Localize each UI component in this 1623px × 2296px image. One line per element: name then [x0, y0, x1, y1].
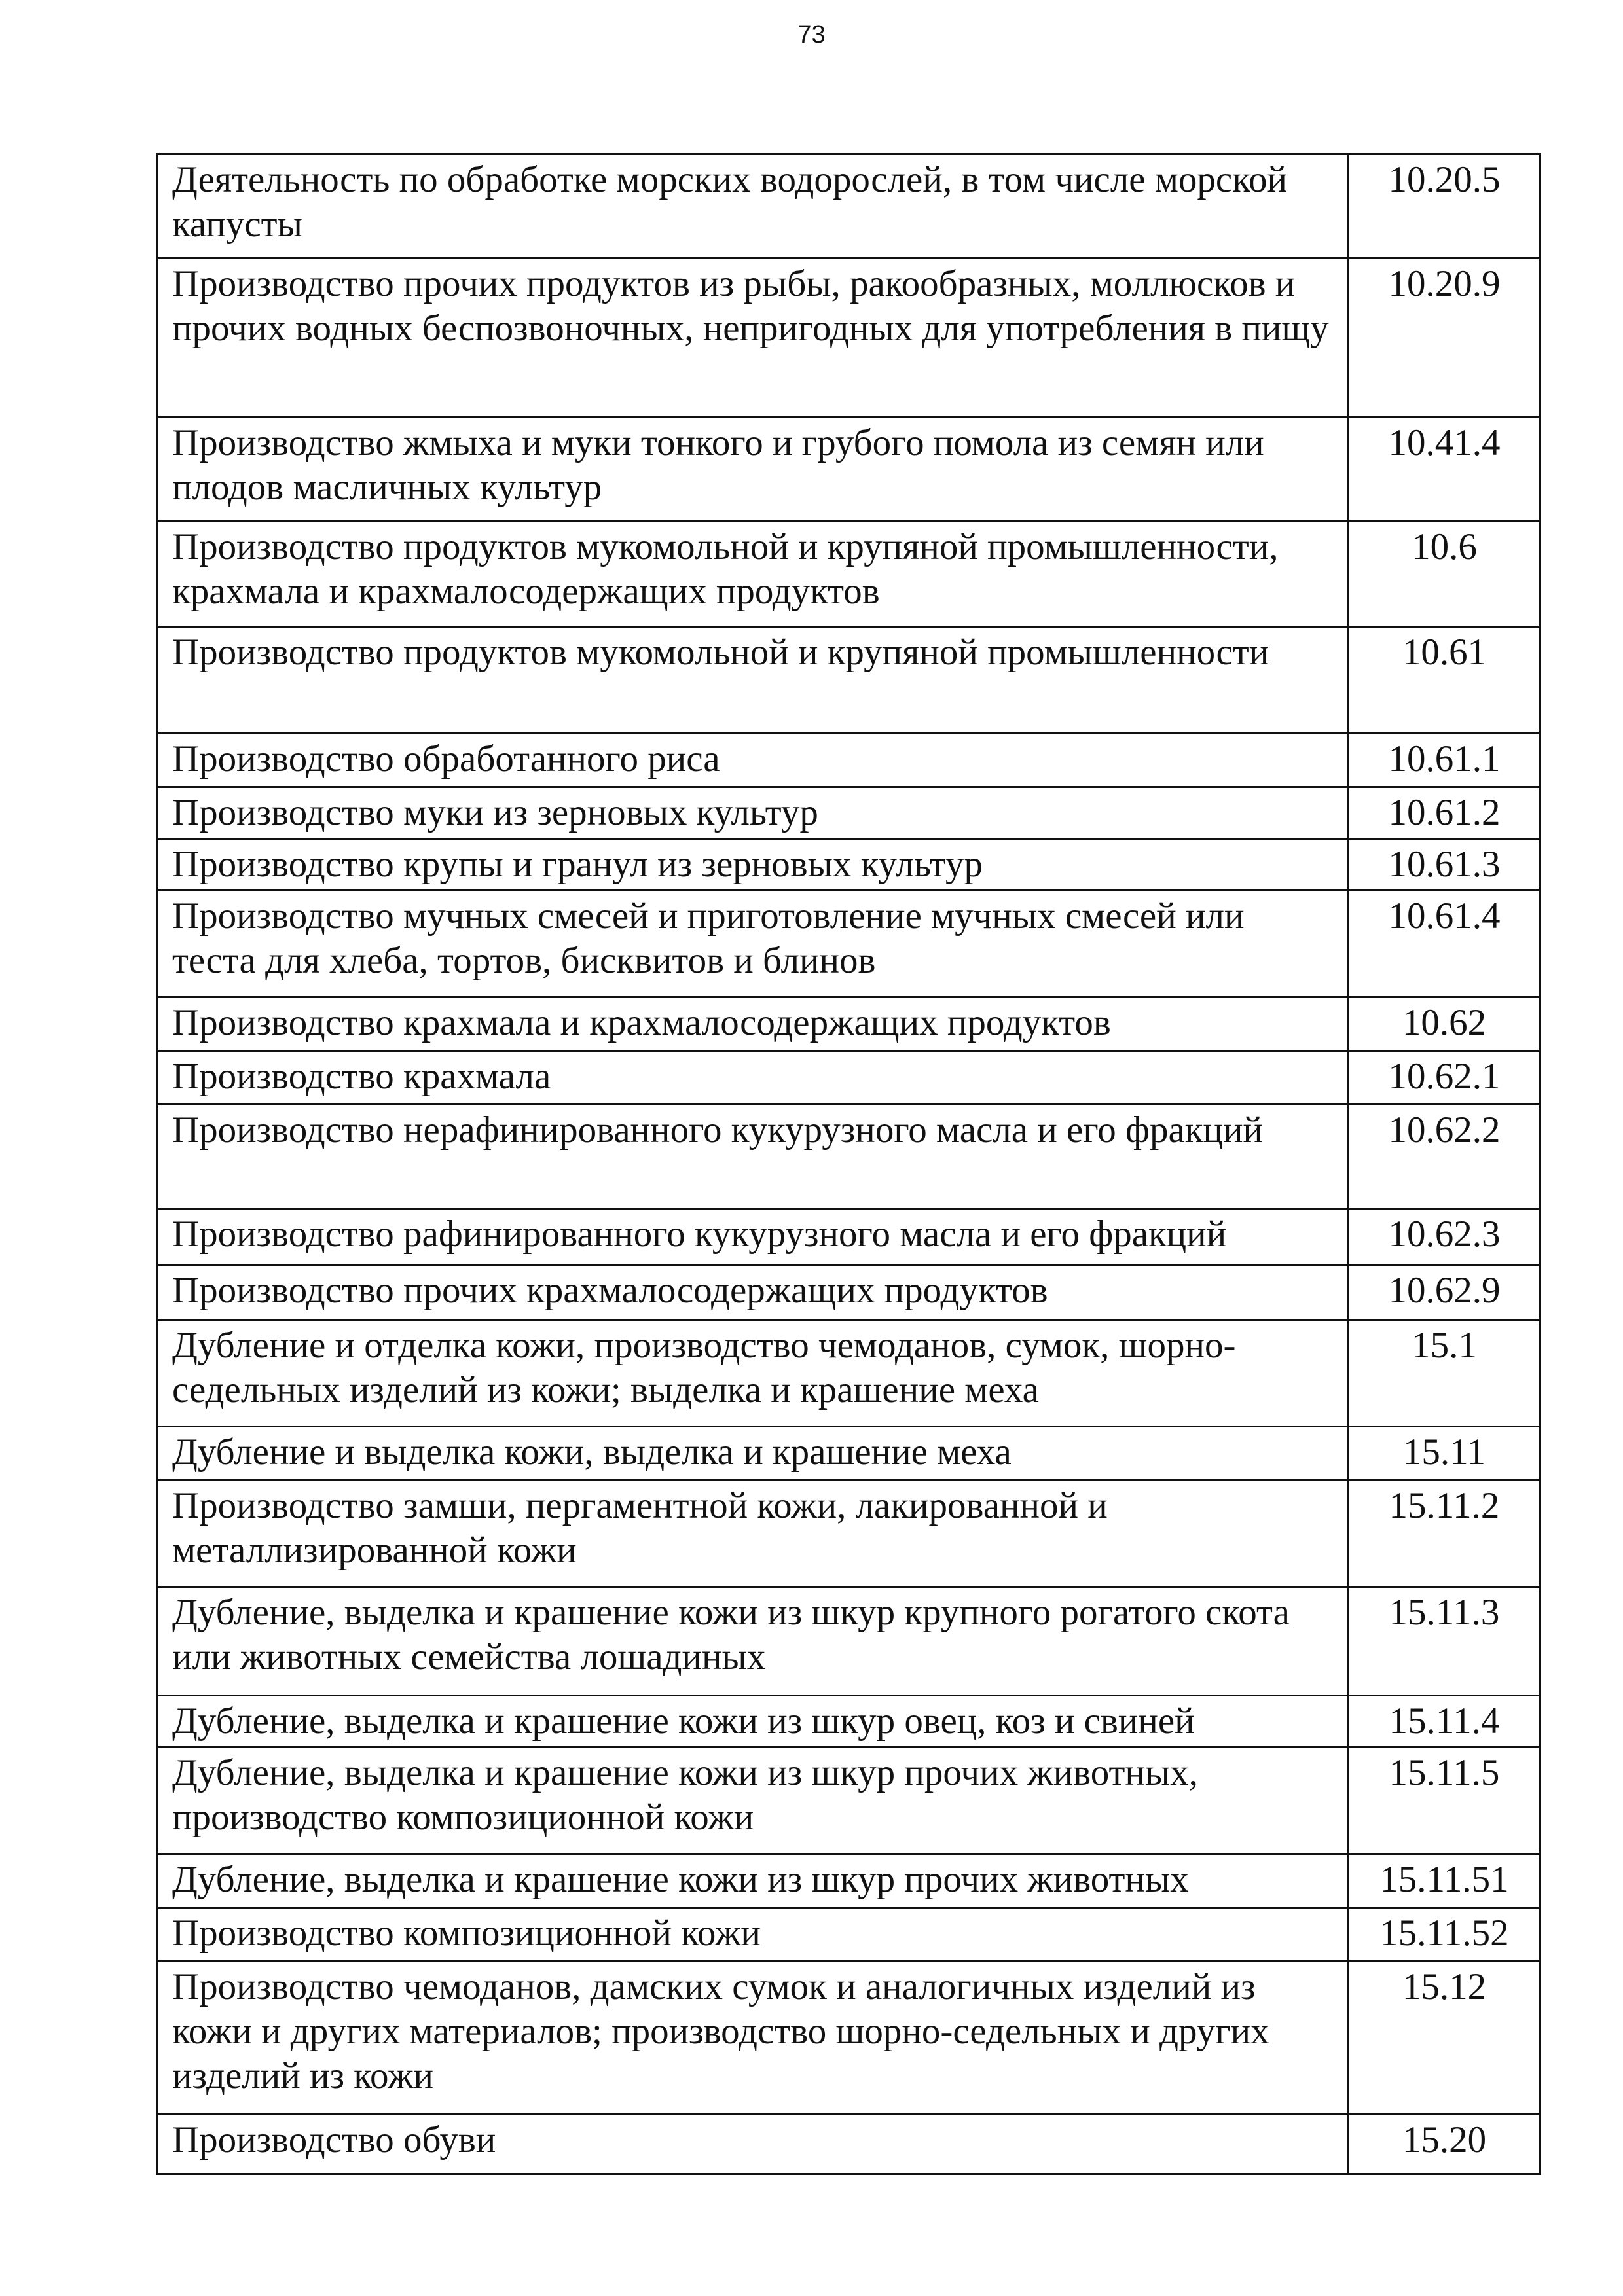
table-row [157, 734, 1541, 787]
table-row [157, 1209, 1541, 1265]
activity-name: Производство прочих продуктов из рыбы, ракообразных, моллюсков и прочих водных беспозвоночных, непригодных для употребления в пищу [157, 259, 1349, 418]
activity-code: 10.62.9 [1349, 1265, 1541, 1320]
table-row [157, 1908, 1541, 1962]
activity-code: 10.6 [1349, 522, 1541, 627]
activity-name: Деятельность по обработке морских водорослей, в том числе морской капусты [157, 154, 1349, 259]
table-row [157, 891, 1541, 997]
activity-code: 15.11.51 [1349, 1854, 1541, 1908]
activity-code: 15.12 [1349, 1962, 1541, 2115]
activity-code: 10.62.2 [1349, 1105, 1541, 1209]
activity-name: Производство жмыха и муки тонкого и грубого помола из семян или плодов масличных культур [157, 418, 1349, 522]
activity-name: Производство замши, пергаментной кожи, лакированной и металлизированной кожи [157, 1480, 1349, 1587]
activity-code: 10.61.4 [1349, 891, 1541, 997]
activity-name: Дубление, выделка и крашение кожи из шкур прочих животных, производство композиционной кожи [157, 1748, 1349, 1854]
activity-name: Производство крупы и гранул из зерновых культур [157, 839, 1349, 891]
activity-name: Производство рафинированного кукурузного масла и его фракций [157, 1209, 1349, 1265]
table-row [157, 154, 1541, 259]
activity-name: Дубление, выделка и крашение кожи из шкур крупного рогатого скота или животных семейства лошадиных [157, 1587, 1349, 1696]
activity-name: Производство продуктов мукомольной и крупяной промышленности [157, 627, 1349, 734]
table-row [157, 522, 1541, 627]
table-row [157, 2115, 1541, 2174]
activity-code: 15.11.5 [1349, 1748, 1541, 1854]
activity-code: 10.61.3 [1349, 839, 1541, 891]
activity-name: Производство нерафинированного кукурузного масла и его фракций [157, 1105, 1349, 1209]
page-number: 73 [797, 21, 826, 48]
activity-name: Производство крахмала и крахмалосодержащих продуктов [157, 997, 1349, 1051]
activity-code: 15.11.52 [1349, 1908, 1541, 1962]
table-row [157, 1265, 1541, 1320]
table-body [157, 154, 1541, 2174]
activity-name: Производство композиционной кожи [157, 1908, 1349, 1962]
activity-code: 10.20.9 [1349, 259, 1541, 418]
table-row [157, 839, 1541, 891]
table-row [157, 1480, 1541, 1587]
table-row [157, 1854, 1541, 1908]
activity-name: Производство обуви [157, 2115, 1349, 2174]
activity-code: 10.62.1 [1349, 1051, 1541, 1105]
activity-code: 10.62 [1349, 997, 1541, 1051]
activity-name: Дубление и отделка кожи, производство чемоданов, сумок, шорно-седельных изделий из кожи; выделка и крашение меха [157, 1320, 1349, 1427]
activity-name: Производство муки из зерновых культур [157, 787, 1349, 839]
table-row [157, 1587, 1541, 1696]
activity-name: Производство мучных смесей и приготовление мучных смесей или теста для хлеба, тортов, бисквитов и блинов [157, 891, 1349, 997]
activity-code: 15.1 [1349, 1320, 1541, 1427]
activity-name: Дубление и выделка кожи, выделка и крашение меха [157, 1427, 1349, 1480]
table-row [157, 787, 1541, 839]
table-row [157, 627, 1541, 734]
table-row [157, 1748, 1541, 1854]
activity-name: Производство продуктов мукомольной и крупяной промышленности, крахмала и крахмалосодержащих продуктов [157, 522, 1349, 627]
activity-name: Производство чемоданов, дамских сумок и аналогичных изделий из кожи и других материалов; производство шорно-седельных и других изделий из кожи [157, 1962, 1349, 2115]
table-row [157, 1105, 1541, 1209]
table-row [157, 1051, 1541, 1105]
activity-code: 10.61 [1349, 627, 1541, 734]
activity-name: Производство крахмала [157, 1051, 1349, 1105]
table-row [157, 1427, 1541, 1480]
activity-name: Дубление, выделка и крашение кожи из шкур прочих животных [157, 1854, 1349, 1908]
activity-codes-table [156, 153, 1541, 2175]
activity-code: 10.20.5 [1349, 154, 1541, 259]
table-row [157, 997, 1541, 1051]
activity-name: Дубление, выделка и крашение кожи из шкур овец, коз и свиней [157, 1696, 1349, 1748]
table-row [157, 1962, 1541, 2115]
table-row [157, 259, 1541, 418]
table-row [157, 1320, 1541, 1427]
activity-code: 10.41.4 [1349, 418, 1541, 522]
activity-code: 10.61.2 [1349, 787, 1541, 839]
activity-code: 10.61.1 [1349, 734, 1541, 787]
activity-code: 15.11.4 [1349, 1696, 1541, 1748]
table-row [157, 1696, 1541, 1748]
activity-code: 15.20 [1349, 2115, 1541, 2174]
activity-code: 15.11.3 [1349, 1587, 1541, 1696]
table-row [157, 418, 1541, 522]
activity-code: 15.11 [1349, 1427, 1541, 1480]
activity-code: 15.11.2 [1349, 1480, 1541, 1587]
activity-code: 10.62.3 [1349, 1209, 1541, 1265]
activity-name: Производство прочих крахмалосодержащих продуктов [157, 1265, 1349, 1320]
activity-name: Производство обработанного риса [157, 734, 1349, 787]
